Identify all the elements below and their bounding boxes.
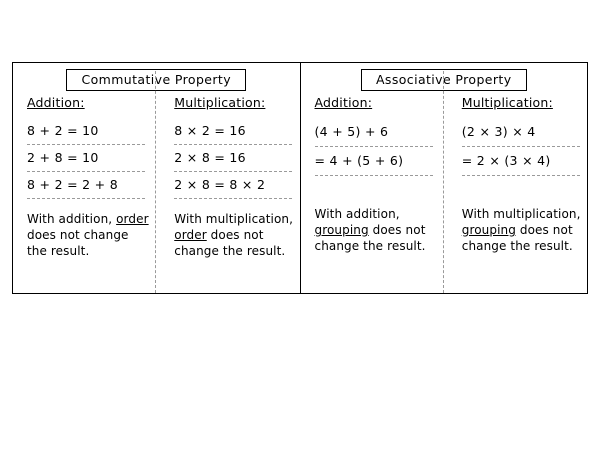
- column-heading: Multiplication:: [174, 95, 266, 110]
- section-title: Commutative Property: [66, 69, 246, 91]
- equation-item: (2 × 3) × 4: [462, 118, 580, 147]
- column-heading: Addition:: [314, 95, 373, 110]
- equation-item: 2 × 8 = 16: [174, 145, 292, 172]
- column-addition: [301, 93, 444, 293]
- column-multiplication: [156, 93, 299, 293]
- note-text-before: With multiplication,: [461, 207, 581, 221]
- column-heading: Addition:: [27, 95, 85, 110]
- column-note: [27, 211, 151, 259]
- column-multiplication: [444, 93, 587, 293]
- note-keyword: grouping: [461, 223, 516, 237]
- equation-list: [174, 118, 299, 199]
- section-title: Associative Property: [361, 69, 527, 91]
- section-title-row: [301, 63, 588, 93]
- note-text-before: With multiplication,: [174, 212, 294, 226]
- properties-worksheet: [12, 62, 588, 294]
- note-text-after: does not change the result.: [174, 228, 286, 258]
- note-text-before: With addition,: [314, 207, 400, 221]
- equation-item: 2 × 8 = 8 × 2: [174, 172, 292, 199]
- column-note: [174, 211, 298, 259]
- note-keyword: order: [174, 228, 207, 242]
- note-keyword: grouping: [314, 223, 369, 237]
- equation-item: = 4 + (5 + 6): [315, 147, 433, 176]
- column-addition: [13, 93, 156, 293]
- note-text-after: does not change the result.: [461, 223, 573, 253]
- equation-list: [315, 118, 444, 176]
- equation-item: 2 + 8 = 10: [27, 145, 145, 172]
- note-text-after: does not change the result.: [314, 223, 426, 253]
- column-heading: Multiplication:: [461, 95, 553, 110]
- equation-item: 8 × 2 = 16: [174, 118, 292, 145]
- section-associative: [301, 63, 588, 293]
- note-keyword: order: [116, 212, 149, 226]
- section-commutative: [13, 63, 301, 293]
- column-note: [315, 206, 439, 254]
- equation-item: 8 + 2 = 10: [27, 118, 145, 145]
- section-title-row: [13, 63, 300, 93]
- equation-list: [27, 118, 156, 199]
- equation-list: [462, 118, 587, 176]
- note-text-after: does not change the result.: [27, 228, 129, 258]
- equation-item: (4 + 5) + 6: [315, 118, 433, 147]
- equation-item: 8 + 2 = 2 + 8: [27, 172, 145, 199]
- section-columns: [13, 93, 300, 293]
- section-columns: [301, 93, 588, 293]
- equation-item: = 2 × (3 × 4): [462, 147, 580, 176]
- note-text-before: With addition,: [27, 212, 117, 226]
- column-note: [462, 206, 586, 254]
